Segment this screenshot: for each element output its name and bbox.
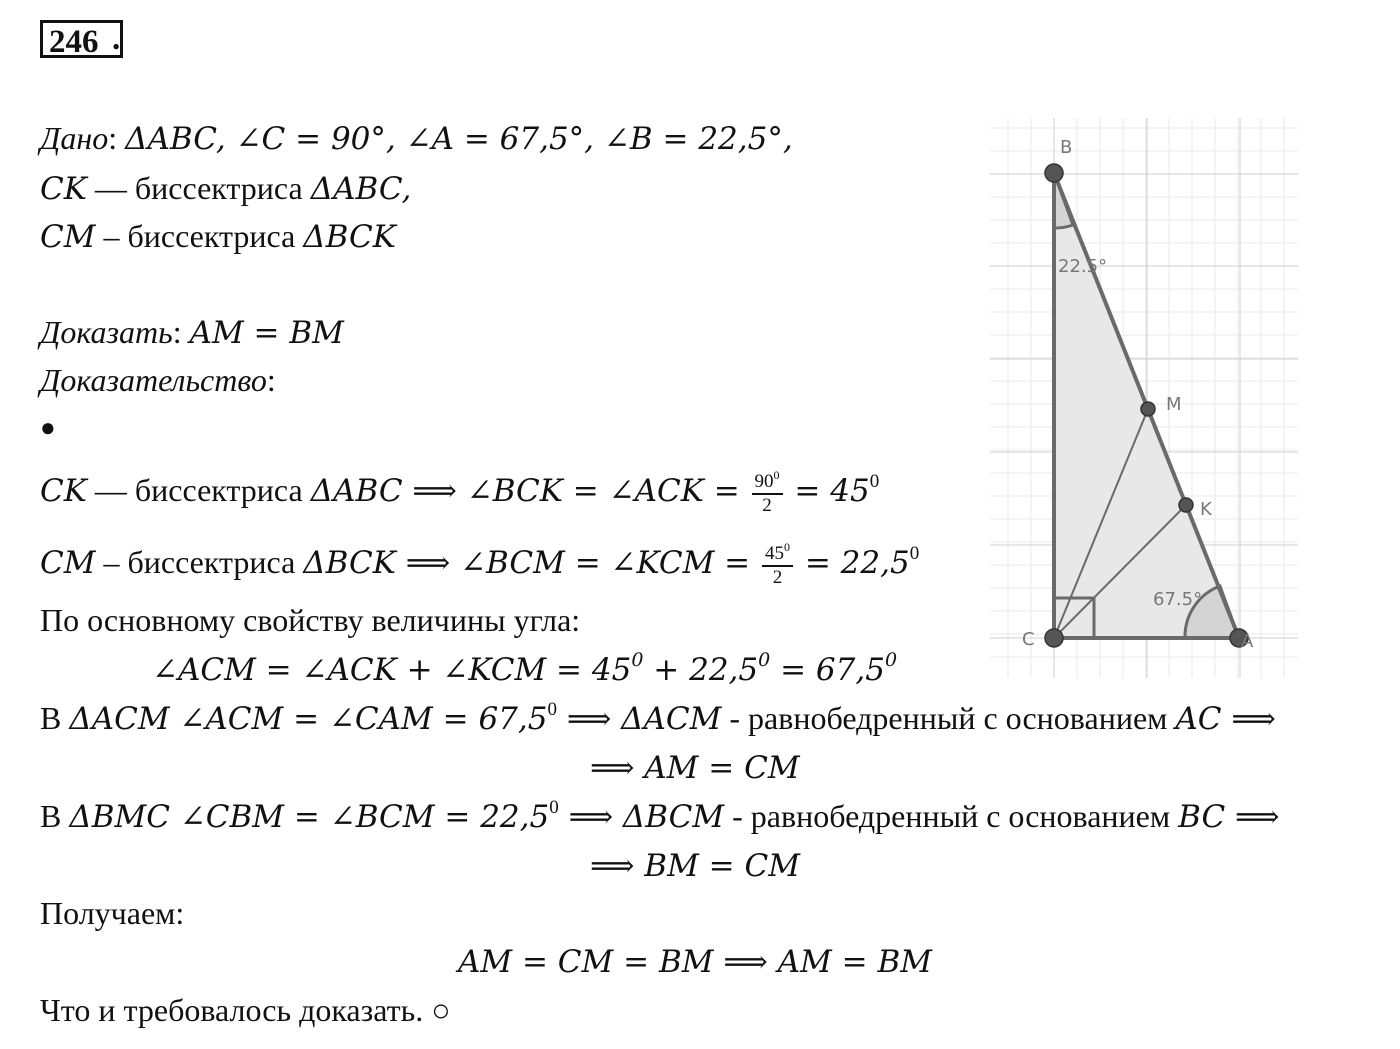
qed-line: Что и требовалось доказать. ○ <box>40 992 451 1028</box>
problem-number: 246 <box>40 20 123 58</box>
label-b: B <box>1060 137 1073 158</box>
given-line-3: CM – биссектриса ΔBCK <box>40 218 396 255</box>
bmc-isosceles-line: В ΔBMC ∠CBM = ∠BCM = $22,5^0$ ⟹ ΔBCM - равнобедренный с основанием BC ⟹ <box>40 797 1280 835</box>
given-label: Дано <box>40 120 109 156</box>
given-line-1: Дано: ΔABC, ∠C = 90°, ∠A = 67,5°, ∠B = 22,5°, <box>40 120 793 157</box>
acm-isosceles-line: В ΔACM ∠ACM = ∠CAM = $67,5^0$ ⟹ ΔACM - равнобедренный с основанием AC ⟹ <box>40 699 1276 737</box>
acm-conclusion: ⟹ AM = CM <box>590 750 800 786</box>
given-line-2: CK — биссектриса ΔABC, <box>40 170 412 207</box>
label-c: C <box>1022 629 1035 650</box>
fraction-45-2: $\frac{45^0}{2}$ <box>762 543 793 589</box>
property-text: По основному свойству величины угла: <box>40 602 581 638</box>
label-k: K <box>1200 499 1212 520</box>
proof-step-2: CM – биссектриса ΔBCK ⟹ ∠BCM = ∠KCM = $\frac{45^0}{2}$ = $22,5^0$ <box>40 539 920 588</box>
proof-step-1: CK — биссектриса ΔABC ⟹ ∠BCK = ∠ACK = $\frac{90^0}{2}$ = $45^0$ <box>40 467 880 516</box>
point-k <box>1179 498 1193 512</box>
angle-b-label: 22.5° <box>1058 256 1108 277</box>
point-c <box>1045 629 1063 647</box>
fraction-90-2: $\frac{90^0}{2}$ <box>752 471 783 517</box>
proof-heading: Доказательство: <box>40 362 276 398</box>
prove-line: Доказать: AM = BM <box>40 314 344 351</box>
label-m: M <box>1166 394 1182 415</box>
point-m <box>1141 402 1155 416</box>
prove-label: Доказать <box>40 314 173 350</box>
problem-number-dot: . <box>112 21 121 57</box>
bullet: ● <box>40 413 56 442</box>
point-b <box>1045 164 1063 182</box>
get-label: Получаем: <box>40 895 185 931</box>
label-a: A <box>1241 631 1254 652</box>
bmc-conclusion: ⟹ BM = CM <box>590 848 800 884</box>
angle-sum-equation: ∠ACM = ∠ACK + ∠KCM = $45^0 + 22,5^0 = 67,5^0$ <box>152 649 898 688</box>
angle-a-label: 67.5° <box>1153 589 1203 610</box>
given-conditions: ΔABC, ∠C = 90°, ∠A = 67,5°, ∠B = 22,5°, <box>125 121 793 157</box>
prove-statement: AM = BM <box>189 315 344 351</box>
final-equation: AM = CM = BM ⟹ AM = BM <box>458 944 932 980</box>
triangle-figure <box>990 118 1300 680</box>
